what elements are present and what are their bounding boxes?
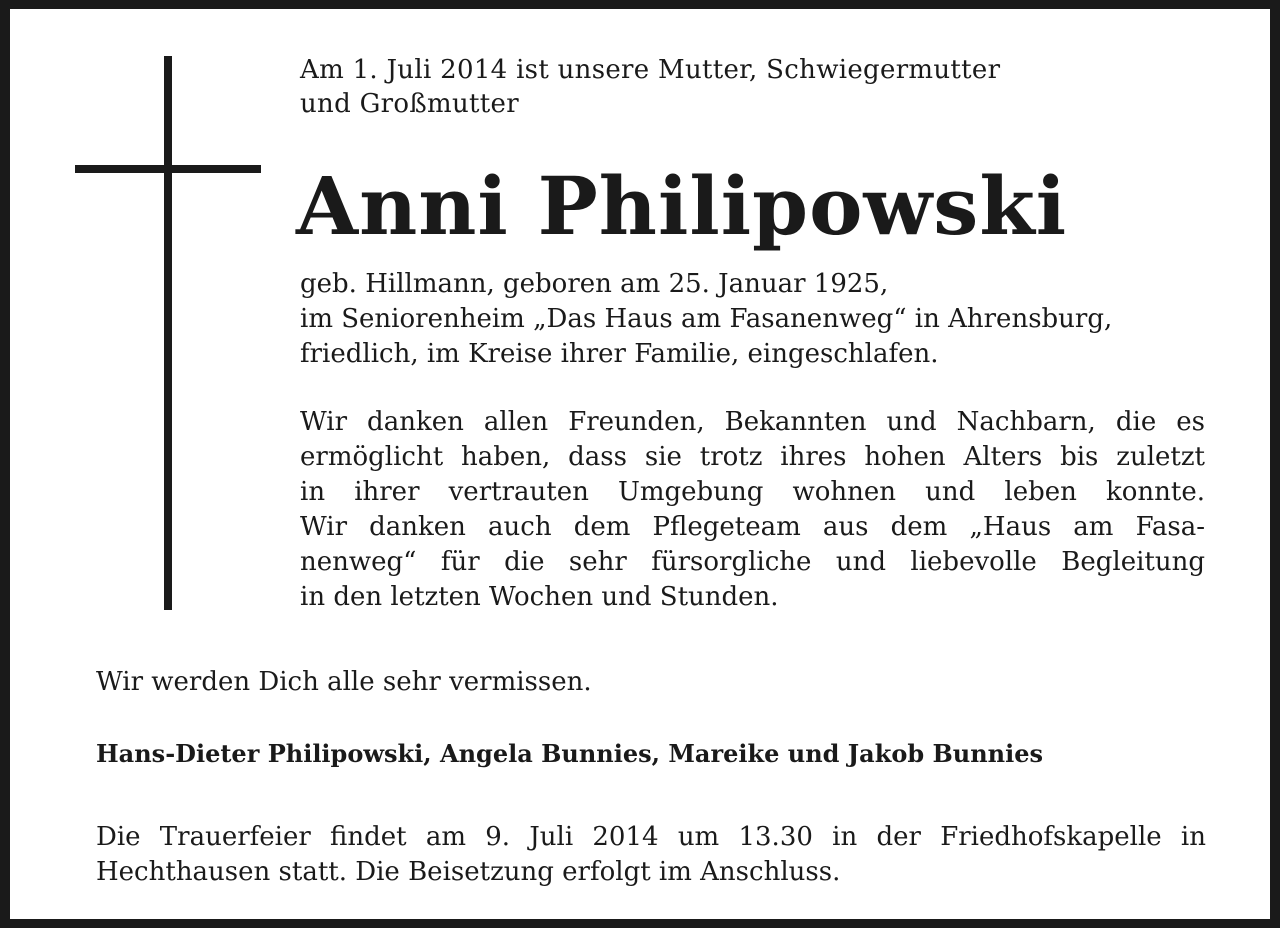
farewell-line: Wir werden Dich alle sehr vermissen.: [96, 667, 592, 697]
cross-icon: [10, 9, 11, 10]
ceremony-line: Hechthausen statt. Die Beisetzung erfolgt im Anschluss.: [96, 857, 841, 887]
thanks-line: nenweg“ für die sehr fürsorgliche und liebevolle Begleitung: [300, 547, 1205, 577]
birth-line: geb. Hillmann, geboren am 25. Januar 1925,: [300, 269, 889, 299]
intro-line: und Großmutter: [300, 89, 519, 119]
thanks-line: in ihrer vertrauten Umgebung wohnen und leben konnte.: [300, 477, 1205, 507]
thanks-line: ermöglicht haben, dass sie trotz ihres hohen Alters bis zuletzt: [300, 442, 1205, 472]
thanks-paragraph: [300, 405, 1205, 615]
cross-horizontal-bar: [75, 165, 261, 173]
thanks-line: in den letzten Wochen und Stunden.: [300, 582, 779, 612]
intro-text: [300, 53, 1200, 121]
ceremony-line: Die Trauerfeier findet am 9. Juli 2014 um 13.30 in der Friedhofskapelle in: [96, 822, 1206, 852]
birth-line: friedlich, im Kreise ihrer Familie, eingeschlafen.: [300, 339, 939, 369]
birth-details: [300, 267, 1210, 372]
family-names: Hans-Dieter Philipowski, Angela Bunnies, Mareike und Jakob Bunnies: [96, 739, 1044, 768]
thanks-line: Wir danken allen Freunden, Bekannten und Nachbarn, die es: [300, 407, 1205, 437]
intro-line: Am 1. Juli 2014 ist unsere Mutter, Schwiegermutter: [300, 55, 1001, 85]
ceremony-info: [96, 820, 1206, 890]
thanks-line: Wir danken auch dem Pflegeteam aus dem „Haus am Fasa-: [300, 512, 1205, 542]
birth-line: im Seniorenheim „Das Haus am Fasanenweg“ in Ahrensburg,: [300, 304, 1113, 334]
cross-vertical-bar: [164, 56, 172, 610]
deceased-name: Anni Philipowski: [296, 159, 1068, 253]
